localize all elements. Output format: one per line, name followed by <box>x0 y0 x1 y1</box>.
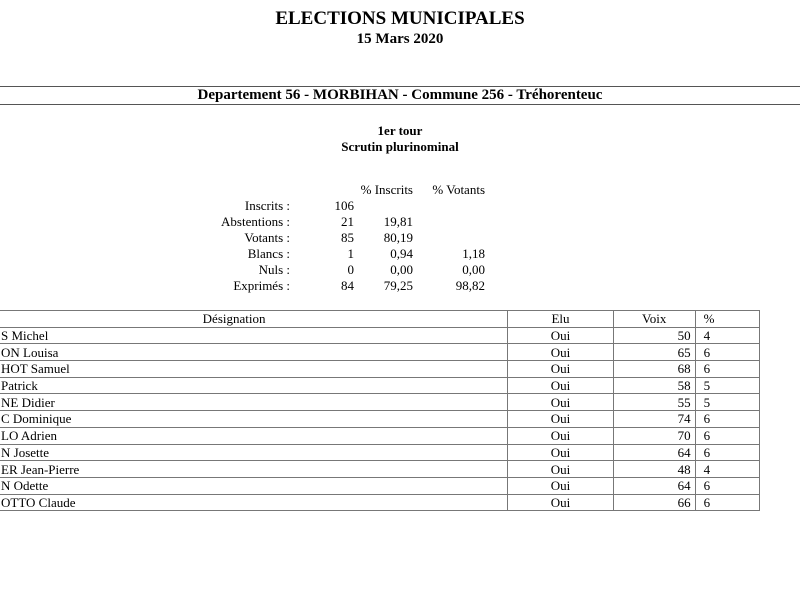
candidate-name: ER Jean-Pierre <box>0 461 508 478</box>
votes: 48 <box>613 461 695 478</box>
stat-value: 21 <box>341 214 354 229</box>
round-info <box>0 123 800 155</box>
col-voix: Voix <box>613 311 695 328</box>
stat-pct-inscrits: 0,00 <box>390 262 413 277</box>
vote-percent: 6 <box>695 344 759 361</box>
candidate-name: HOT Samuel <box>0 361 508 378</box>
stat-value: 1 <box>347 246 354 261</box>
stat-label: Votants : <box>244 230 290 245</box>
elected-status: Oui <box>508 344 614 361</box>
stat-label: Blancs : <box>247 246 290 261</box>
vote-percent: 6 <box>695 444 759 461</box>
stat-pct-inscrits: 79,25 <box>383 278 413 293</box>
col-designation: Désignation <box>0 311 508 328</box>
votes: 68 <box>613 361 695 378</box>
votes: 55 <box>613 394 695 411</box>
table-row <box>0 477 760 494</box>
votes: 74 <box>613 411 695 428</box>
table-row <box>0 411 760 428</box>
ballot-type: Scrutin plurinominal <box>341 139 459 154</box>
elected-status: Oui <box>508 427 614 444</box>
elected-status: Oui <box>508 461 614 478</box>
stat-label: Abstentions : <box>221 214 290 229</box>
stat-label: Inscrits : <box>244 198 290 213</box>
header-pct-votants: % Votants <box>432 182 485 197</box>
candidate-name: N Josette <box>0 444 508 461</box>
table-row <box>0 394 760 411</box>
candidate-name: NE Didier <box>0 394 508 411</box>
table-row <box>0 377 760 394</box>
table-row <box>0 344 760 361</box>
elected-status: Oui <box>508 361 614 378</box>
elected-status: Oui <box>508 327 614 344</box>
stat-pct-inscrits: 0,94 <box>390 246 413 261</box>
stat-pct-votants: 0,00 <box>462 262 485 277</box>
table-row <box>0 361 760 378</box>
stat-value: 85 <box>341 230 354 245</box>
vote-percent: 5 <box>695 394 759 411</box>
candidate-name: OTTO Claude <box>0 494 508 511</box>
votes: 64 <box>613 477 695 494</box>
stat-label: Nuls : <box>258 262 290 277</box>
candidate-name: C Dominique <box>0 411 508 428</box>
table-row <box>0 444 760 461</box>
elected-status: Oui <box>508 477 614 494</box>
stat-value: 0 <box>347 262 354 277</box>
vote-percent: 5 <box>695 377 759 394</box>
vote-percent: 6 <box>695 427 759 444</box>
header-pct-inscrits: % Inscrits <box>360 182 413 197</box>
table-row <box>0 461 760 478</box>
vote-percent: 6 <box>695 477 759 494</box>
round-label: 1er tour <box>377 123 423 138</box>
elected-status: Oui <box>508 494 614 511</box>
votes: 50 <box>613 327 695 344</box>
stat-value: 106 <box>334 198 354 213</box>
candidate-name: N Odette <box>0 477 508 494</box>
votes: 64 <box>613 444 695 461</box>
elected-status: Oui <box>508 377 614 394</box>
table-header-row <box>0 311 760 328</box>
vote-percent: 4 <box>695 327 759 344</box>
candidate-name: LO Adrien <box>0 427 508 444</box>
stat-value: 84 <box>341 278 354 293</box>
vote-percent: 6 <box>695 361 759 378</box>
stat-pct-inscrits: 80,19 <box>383 230 413 245</box>
votes: 66 <box>613 494 695 511</box>
votes: 58 <box>613 377 695 394</box>
vote-percent: 6 <box>695 494 759 511</box>
election-date: 15 Mars 2020 <box>356 31 444 47</box>
votes: 70 <box>613 427 695 444</box>
document-title: ELECTIONS MUNICIPALES <box>275 8 525 29</box>
stat-pct-votants: 1,18 <box>462 246 485 261</box>
candidate-name: Patrick <box>0 377 508 394</box>
col-pct: % <box>695 311 759 328</box>
results-table <box>0 310 760 511</box>
stat-pct-votants: 98,82 <box>455 278 485 293</box>
elected-status: Oui <box>508 394 614 411</box>
col-elu: Elu <box>508 311 614 328</box>
votes: 65 <box>613 344 695 361</box>
vote-percent: 4 <box>695 461 759 478</box>
candidate-name: S Michel <box>0 327 508 344</box>
table-row <box>0 427 760 444</box>
elected-status: Oui <box>508 411 614 428</box>
department-banner: Departement 56 - MORBIHAN - Commune 256 - Tréhorenteuc <box>0 86 800 105</box>
stat-pct-inscrits: 19,81 <box>383 214 413 229</box>
vote-percent: 6 <box>695 411 759 428</box>
stat-label: Exprimés : <box>233 278 290 293</box>
table-row <box>0 494 760 511</box>
elected-status: Oui <box>508 444 614 461</box>
candidate-name: ON Louisa <box>0 344 508 361</box>
table-row <box>0 327 760 344</box>
